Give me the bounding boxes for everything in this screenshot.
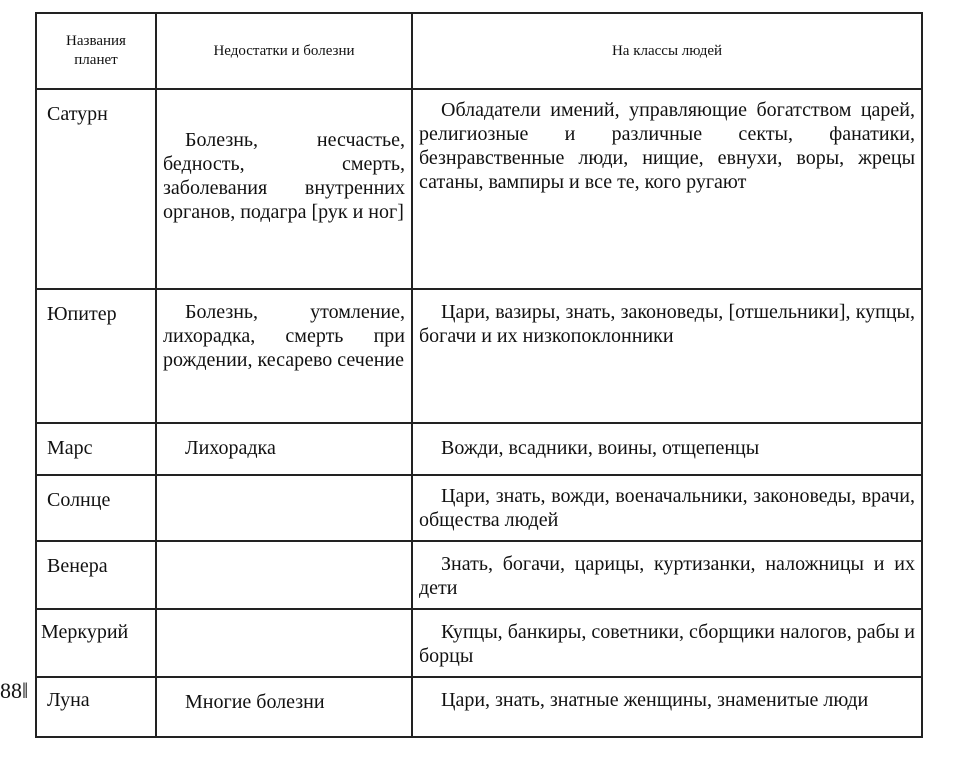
header-classes: На классы людей [411,14,921,88]
planet-name: Сатурн [47,103,108,125]
table-row [37,610,921,678]
ailments-text: Лихорадка [185,437,276,459]
table-row [37,424,921,476]
planet-name: Меркурий [41,621,129,643]
classes-text: Цари, знать, вожди, военачальники, законоведы, врачи, общества людей [419,485,915,531]
ailments-text: Болезнь, утомление, лихорадка, смерть при рождении, кесарево сечение [163,301,405,371]
table-row [37,290,921,424]
ailments-text: Болезнь, несчастье, бедность, смерть, заболевания внутренних органов, подагра [рук и ног] [163,129,405,223]
planet-name: Юпитер [47,303,117,325]
classes-text: Знать, богачи, царицы, куртизанки, наложницы и их дети [419,553,915,599]
table-row [37,542,921,610]
table-header-row [37,14,921,90]
classes-text: Купцы, банкиры, советники, сборщики налогов, рабы и борцы [419,621,915,667]
table-row [37,678,921,736]
planet-name: Луна [47,689,90,711]
page-number: 88‖ [0,678,29,703]
planets-table [35,12,923,738]
classes-text: Вожди, всадники, воины, отщепенцы [441,437,760,459]
header-ailments: Недостатки и болезни [155,14,411,88]
classes-text: Цари, знать, знатные женщины, знаменитые люди [441,689,869,711]
classes-text: Обладатели имений, управляющие богатством царей, религиозные и различные секты, фанатики, безнравственные люди, нищие, евнухи, воры, жрецы сатаны, вампиры и все те, кого ругают [419,99,915,193]
planet-name: Венера [47,555,108,577]
ailments-text: Многие болезни [185,691,325,713]
planet-name: Марс [47,437,93,459]
header-planet-names: Названия планет [66,33,126,68]
table-row [37,90,921,290]
classes-text: Цари, вазиры, знать, законоведы, [отшельники], купцы, богачи и их низкопоклонники [419,301,915,347]
table-row [37,476,921,542]
planet-name: Солнце [47,489,111,511]
